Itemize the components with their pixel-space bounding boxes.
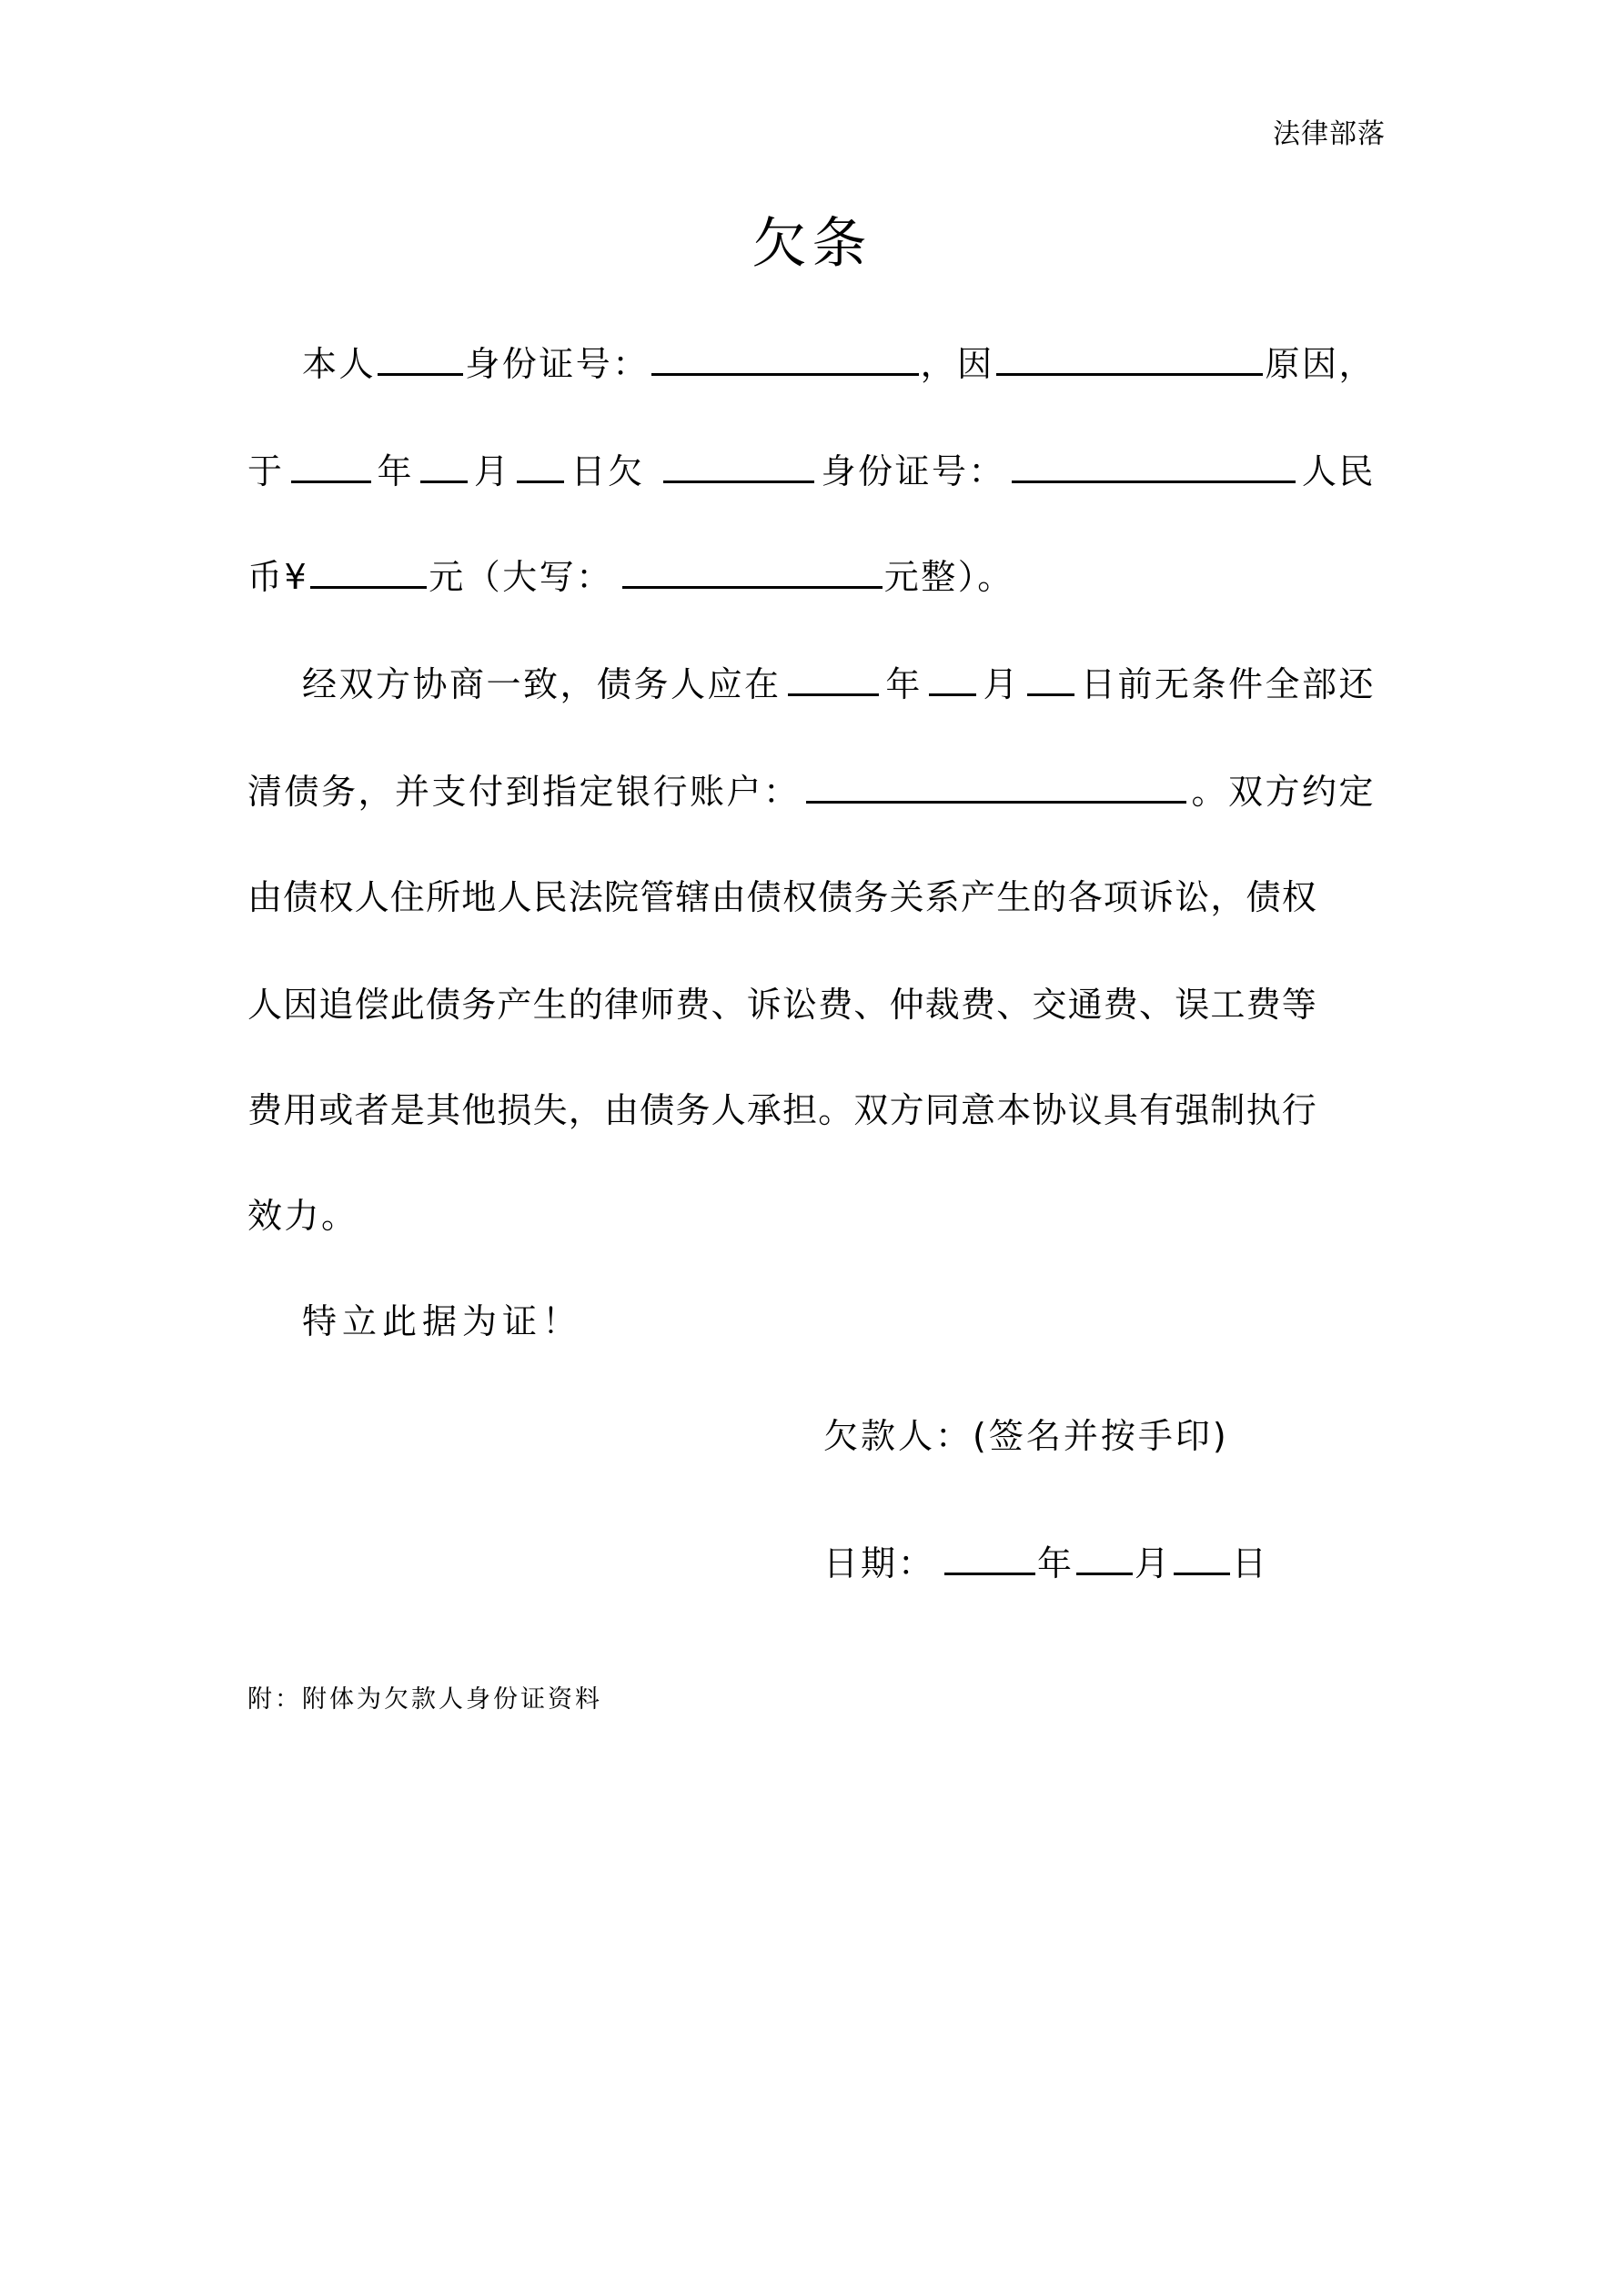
name-blank[interactable] — [378, 337, 463, 376]
year-label: 年 — [1037, 1543, 1075, 1583]
paragraph-1-line-1 — [247, 337, 1376, 391]
text-segment: 原因， — [1265, 344, 1376, 384]
text-segment: 。双方约定 — [1191, 772, 1376, 812]
repay-month-blank[interactable] — [929, 657, 976, 696]
text-segment: 身份证号： — [465, 344, 650, 384]
date-label: 日期： — [823, 1543, 936, 1583]
repay-year-blank[interactable] — [788, 657, 879, 696]
bank-account-blank[interactable] — [806, 764, 1186, 804]
text-segment: 日前无条件全部还 — [1080, 664, 1376, 704]
paragraph-2-line-4: 人因追偿此债务产生的律师费、诉讼费、仲裁费、交通费、误工费等 — [247, 985, 1318, 1025]
text-segment: 清债务，并支付到指定银行账户： — [247, 772, 801, 812]
reason-blank[interactable] — [996, 337, 1264, 376]
paragraph-2-line-6: 效力。 — [247, 1196, 358, 1236]
attestation-line: 特立此据为证！ — [302, 1301, 583, 1341]
text-segment: 本人 — [302, 344, 377, 384]
text-segment: 元（大写： — [429, 557, 613, 597]
text-segment: 月 — [473, 451, 511, 491]
text-segment: 元整）。 — [883, 557, 1014, 597]
source-label: 法律部落 — [1273, 118, 1386, 150]
text-segment: 币¥ — [247, 557, 309, 597]
month-label: 月 — [1135, 1543, 1173, 1583]
text-segment: 身份证号： — [821, 451, 1005, 491]
sign-month-blank[interactable] — [1076, 1536, 1133, 1575]
creditor-id-blank[interactable] — [1012, 444, 1296, 483]
paragraph-2-line-2 — [247, 764, 1376, 819]
creditor-name-blank[interactable] — [663, 444, 814, 483]
attachment-note: 附：附体为欠款人身份证资料 — [247, 1685, 602, 1714]
text-segment: 月 — [983, 664, 1021, 704]
amount-in-words-blank[interactable] — [622, 550, 883, 589]
text-segment: 日欠 — [570, 451, 645, 491]
text-segment: 人民 — [1301, 451, 1376, 491]
id-number-blank[interactable] — [651, 337, 919, 376]
debtor-signature-label: 欠款人：(签名并按手印) — [823, 1416, 1229, 1456]
paragraph-2-line-1 — [247, 657, 1376, 712]
paragraph-1-line-3 — [247, 550, 1014, 604]
text-segment: 于 — [247, 451, 285, 491]
signature-date-line — [823, 1536, 1269, 1591]
day-blank[interactable] — [517, 444, 564, 483]
text-segment: 年 — [377, 451, 414, 491]
sign-day-blank[interactable] — [1174, 1536, 1230, 1575]
day-label: 日 — [1232, 1543, 1270, 1583]
text-segment: 年 — [885, 664, 923, 704]
paragraph-1-line-2 — [247, 444, 1376, 499]
sign-year-blank[interactable] — [944, 1536, 1035, 1575]
paragraph-2-line-5: 费用或者是其他损失，由债务人承担。双方同意本协议具有强制执行 — [247, 1090, 1318, 1130]
repay-day-blank[interactable] — [1027, 657, 1074, 696]
text-segment: ，因 — [920, 344, 994, 384]
year-blank[interactable] — [291, 444, 371, 483]
text-segment: 经双方协商一致，债务人应在 — [302, 664, 782, 704]
month-blank[interactable] — [420, 444, 468, 483]
amount-blank[interactable] — [310, 550, 427, 589]
document-title: 欠条 — [751, 212, 873, 276]
paragraph-2-line-3: 由债权人住所地人民法院管辖由债权债务关系产生的各项诉讼，债权 — [247, 877, 1318, 917]
